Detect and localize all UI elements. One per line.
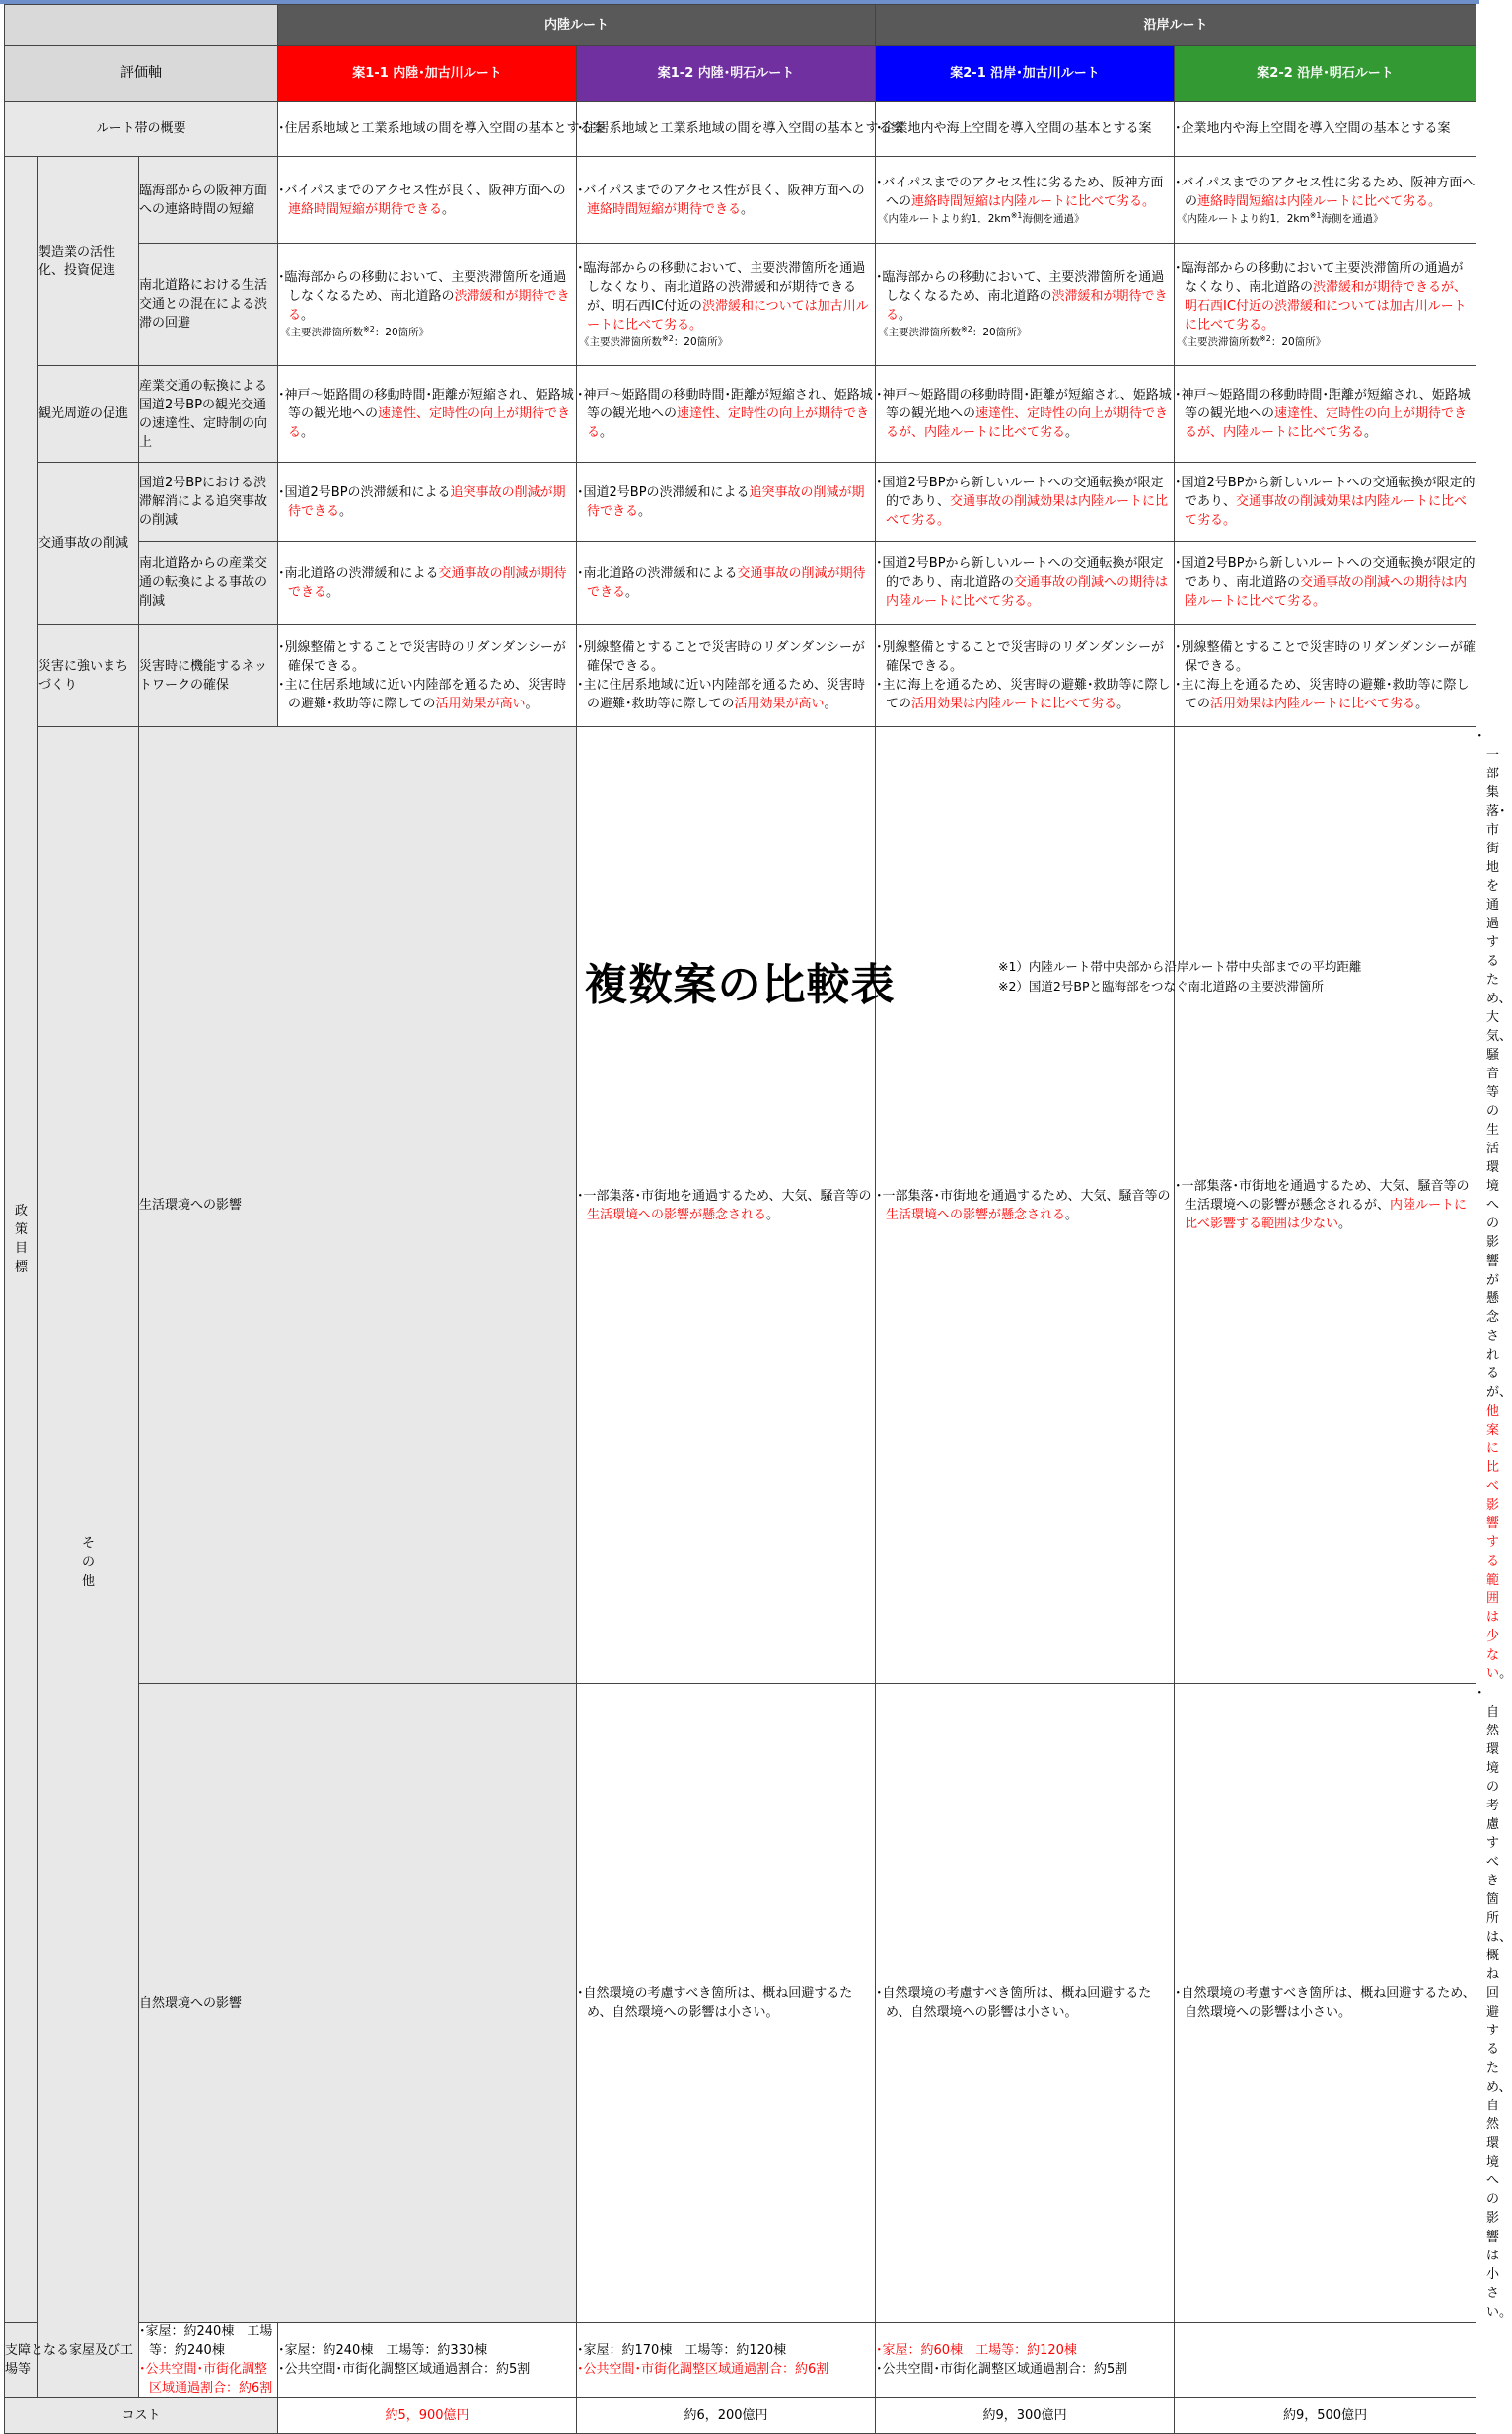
houses-label: 支障となる家屋及び工場等 bbox=[5, 2323, 139, 2398]
houses-plan-1-2: ･家屋：約240棟 工場等：約330棟 ･公共空間･市街化調整区域通過割合：約5割 bbox=[278, 2323, 577, 2398]
cost-plan-2-1: 約9，300億円 bbox=[876, 2398, 1175, 2434]
natural-env-label: 自然環境への影響 bbox=[139, 1684, 577, 2323]
r1-plan-2-1: ･バイパスまでのアクセス性に劣るため、阪神方面への連絡時間短縮は内陸ルートに比べて劣る。 《内陸ルートより約1．$2km^{※1}$海側を通過》 bbox=[876, 157, 1175, 244]
overview-plan-1-2: ･住居系地域と工業系地域の間を導入空間の基本とする案 bbox=[577, 102, 876, 157]
group-inland: 内陸ルート bbox=[278, 5, 876, 46]
sub-network-disaster: 災害時に機能するネットワークの確保 bbox=[139, 625, 278, 727]
r5-plan-2-1: ･国道2号BPから新しいルートへの交通転換が限定的であり、南北道路の交通事故の削減への期待は内陸ルートに比べて劣る。 bbox=[876, 542, 1175, 625]
sub-congestion-avoid: 南北道路における生活交通との混在による渋滞の回避 bbox=[139, 244, 278, 366]
goal-disaster: 災害に強いまちづくり bbox=[38, 625, 139, 727]
goal-manufacturing: 製造業の活性化、投資促進 bbox=[38, 157, 139, 366]
corner-cell bbox=[5, 5, 278, 46]
sub-access-time: 臨海部からの阪神方面への連絡時間の短縮 bbox=[139, 157, 278, 244]
r2-plan-2-1: ･臨海部からの移動において、主要渋滞箇所を通過しなくなるため、南北道路の渋滞緩和が期待できる。 《主要渋滞箇所数$^{※2}$：20箇所》 bbox=[876, 244, 1175, 366]
other-label: その他 bbox=[38, 727, 139, 2398]
nature-plan-1-1: ･自然環境の考慮すべき箇所は、概ね回避するため、自然環境への影響は小さい。 bbox=[577, 1684, 876, 2323]
r3-plan-2-1: ･神戸～姫路間の移動時間･距離が短縮され、姫路城等の観光地への速達性、定時性の向上が期待できるが、内陸ルートに比べて劣る。 bbox=[876, 366, 1175, 463]
r1-plan-2-2: ･バイパスまでのアクセス性に劣るため、阪神方面への連絡時間短縮は内陸ルートに比べて劣る。 《内陸ルートより約1．$2km^{※1}$海側を通過》 bbox=[1175, 157, 1476, 244]
r5-plan-1-2: ･南北道路の渋滞緩和による交通事故の削減が期待できる。 bbox=[577, 542, 876, 625]
group-coastal: 沿岸ルート bbox=[876, 5, 1476, 46]
cost-plan-1-1: 約5，900億円 bbox=[278, 2398, 577, 2434]
overview-plan-1-1: ･住居系地域と工業系地域の間を導入空間の基本とする案 bbox=[278, 102, 577, 157]
living-env-label: 生活環境への影響 bbox=[139, 727, 577, 1684]
r4-plan-1-1: ･国道2号BPの渋滞緩和による追突事故の削減が期待できる。 bbox=[278, 463, 577, 542]
r4-plan-2-1: ･国道2号BPから新しいルートへの交通転換が限定的であり、交通事故の削減効果は内陸ルートに比べて劣る。 bbox=[876, 463, 1175, 542]
overview-plan-2-2: ･企業地内や海上空間を導入空間の基本とする案 bbox=[1175, 102, 1476, 157]
r1-plan-1-2: ･バイパスまでのアクセス性が良く、阪神方面への連絡時間短縮が期待できる。 bbox=[577, 157, 876, 244]
page-title: 複数案の比較表 bbox=[584, 960, 896, 1010]
plan-1-1-header: 案1-1 内陸･加古川ルート bbox=[278, 46, 577, 102]
r6-plan-1-1: ･別線整備とすることで災害時のリダンダンシーが確保できる。 ･主に住居系地域に近い内陸部を通るため、災害時の避難･救助等に際しての活用効果が高い。 bbox=[278, 625, 577, 727]
nature-plan-1-2: ･自然環境の考慮すべき箇所は、概ね回避するため、自然環境への影響は小さい。 bbox=[876, 1684, 1175, 2323]
footnotes bbox=[998, 957, 1361, 996]
footnote-1: ※1）内陸ルート帯中央部から沿岸ルート帯中央部までの平均距離 bbox=[998, 959, 1362, 974]
r3-plan-1-1: ･神戸～姫路間の移動時間･距離が短縮され、姫路城等の観光地への速達性、定時性の向上が期待できる。 bbox=[278, 366, 577, 463]
goal-tourism: 観光周遊の促進 bbox=[38, 366, 139, 463]
r2-plan-2-2: ･臨海部からの移動において主要渋滞箇所の通過がなくなり、南北道路の渋滞緩和が期待できるが、明石西IC付近の渋滞緩和については加古川ルートに比べて劣る。 《主要渋滞箇所数$^{※2}$：20箇所》 bbox=[1175, 244, 1476, 366]
plan-1-2-header: 案1-2 内陸･明石ルート bbox=[577, 46, 876, 102]
living-plan-1-1: ･一部集落･市街地を通過するため、大気、騒音等の生活環境への影響が懸念される。 bbox=[577, 727, 876, 1684]
r5-plan-1-1: ･南北道路の渋滞緩和による交通事故の削減が期待できる。 bbox=[278, 542, 577, 625]
cost-label: コスト bbox=[5, 2398, 278, 2434]
r6-plan-2-2: ･別線整備とすることで災害時のリダンダンシーが確保できる。 ･主に海上を通るため、災害時の避難･救助等に際しての活用効果は内陸ルートに比べて劣る。 bbox=[1175, 625, 1476, 727]
r4-plan-2-2: ･国道2号BPから新しいルートへの交通転換が限定的であり、交通事故の削減効果は内陸ルートに比べて劣る。 bbox=[1175, 463, 1476, 542]
r6-plan-1-2: ･別線整備とすることで災害時のリダンダンシーが確保できる。 ･主に住居系地域に近い内陸部を通るため、災害時の避難･救助等に際しての活用効果が高い。 bbox=[577, 625, 876, 727]
sub-industrial-shift: 南北道路からの産業交通の転換による事故の削減 bbox=[139, 542, 278, 625]
living-plan-1-2: ･一部集落･市街地を通過するため、大気、騒音等の生活環境への影響が懸念される。 bbox=[876, 727, 1175, 1684]
r4-plan-1-2: ･国道2号BPの渋滞緩和による追突事故の削減が期待できる。 bbox=[577, 463, 876, 542]
r6-plan-2-1: ･別線整備とすることで災害時のリダンダンシーが確保できる。 ･主に海上を通るため、災害時の避難･救助等に際しての活用効果は内陸ルートに比べて劣る。 bbox=[876, 625, 1175, 727]
r1-plan-1-1: ･バイパスまでのアクセス性が良く、阪神方面への連絡時間短縮が期待できる。 bbox=[278, 157, 577, 244]
living-plan-2-1: ･一部集落･市街地を通過するため、大気、騒音等の生活環境への影響が懸念されるが、内陸ルートに比べ影響する範囲は少ない。 bbox=[1175, 727, 1476, 1684]
goal-accident: 交通事故の削減 bbox=[38, 463, 139, 625]
nature-plan-2-1: ･自然環境の考慮すべき箇所は、概ね回避するため、自然環境への影響は小さい。 bbox=[1175, 1684, 1476, 2323]
r3-plan-2-2: ･神戸～姫路間の移動時間･距離が短縮され、姫路城等の観光地への速達性、定時性の向上が期待できるが、内陸ルートに比べて劣る。 bbox=[1175, 366, 1476, 463]
policy-goals-label: 政策目標 bbox=[5, 157, 38, 2323]
r5-plan-2-2: ･国道2号BPから新しいルートへの交通転換が限定的であり、南北道路の交通事故の削減への期待は内陸ルートに比べて劣る。 bbox=[1175, 542, 1476, 625]
overview-label: ルート帯の概要 bbox=[5, 102, 278, 157]
cost-plan-2-2: 約9，500億円 bbox=[1175, 2398, 1476, 2434]
houses-plan-2-1: ･家屋：約170棟 工場等：約120棟 ･公共空間･市街化調整区域通過割合：約6割 bbox=[577, 2323, 876, 2398]
overview-plan-2-1: ･企業地内や海上空間を導入空間の基本とする案 bbox=[876, 102, 1175, 157]
sub-rear-end: 国道2号BPにおける渋滞解消による追突事故の削減 bbox=[139, 463, 278, 542]
sub-tourism-speed: 産業交通の転換による国道2号BPの観光交通の速達性、定時制の向上 bbox=[139, 366, 278, 463]
plan-2-2-header: 案2-2 沿岸･明石ルート bbox=[1175, 46, 1476, 102]
comparison-table: 内陸ルート 沿岸ルート 評価軸 案1-1 内陸･加古川ルート 案1-2 内陸･明石ルート 案2-1 沿岸･加古川ルート 案2-2 沿岸･明石ルート ルート帯の概要 ･住居系地域と工業系地域の間を導入空間の基本とする案 ･住居系地域と工業系地域の間を導入空間の基本とする案 ･企業地内や海上空間を導入空間の基本とする案 ･企業地内や海上空間を導入空間の基本とする案 政策目標 製造業の活性化、投資促進 臨海部からの阪神方面への連絡時間の短縮 ･バイパスまでのアクセス性が良く、阪神方面への連絡時間短縮が期待できる。 ･バイパスまでのアクセス性が良く、阪神方面への連絡時間短縮が期待できる。 ･バイパスまでのアクセス性に劣るため、阪神方面への連絡時間短縮は内陸ルートに比べて劣る。 《内陸ルートより約1．$2km^{※1}$海側を通過》 ･バイパスまでのアクセス性に劣るため、阪神方面への連絡時間短縮は内陸ルートに比べて劣る。 《内陸ルートより約1．$2km^{※1}$海側を通過》 南北道路における生活交通との混在による渋滞の回避 ･臨海部からの移動において、主要渋滞箇所を通過しなくなるため、南北道路の渋滞緩和が期待できる。 《主要渋滞箇所数$^{※2}$：20箇所》 ･臨海部からの移動において、主要渋滞箇所を通過しなくなり、南北道路の渋滞緩和が期待できるが、明石西IC付近の渋滞緩和については加古川ルートに比べて劣る。 《主要渋滞箇所数$^{※2}$：20箇所》 ･臨海部からの移動において、主要渋滞箇所を通過しなくなるため、南北道路の渋滞緩和が期待できる。 《主要渋滞箇所数$^{※2}$：20箇所》 ･臨海部からの移動において主要渋滞箇所の通過がなくなり、南北道路の渋滞緩和が期待できるが、明石西IC付近の渋滞緩和については加古川ルートに比べて劣る。 《主要渋滞箇所数$^{※2}$：20箇所》 観光周遊の促進 産業交通の転換による国道2号BPの観光交通の速達性、定時制の向上 ･神戸～姫路間の移動時間･距離が短縮され、姫路城等の観光地への速達性、定時性の向上が期待できる。 ･神戸～姫路間の移動時間･距離が短縮され、姫路城等の観光地への速達性、定時性の向上が期待できる。 ･神戸～姫路間の移動時間･距離が短縮され、姫路城等の観光地への速達性、定時性の向上が期待できるが、内陸ルートに比べて劣る。 ･神戸～姫路間の移動時間･距離が短縮され、姫路城等の観光地への速達性、定時性の向上が期待できるが、内陸ルートに比べて劣る。 交通事故の削減 国道2号BPにおける渋滞解消による追突事故の削減 ･国道2号BPの渋滞緩和による追突事故の削減が期待できる。 ･国道2号BPの渋滞緩和による追突事故の削減が期待できる。 ･国道2号BPから新しいルートへの交通転換が限定的であり、交通事故の削減効果は内陸ルートに比べて劣る。 ･国道2号BPから新しいルートへの交通転換が限定的であり、交通事故の削減効果は内陸ルートに比べて劣る。 南北道路からの産業交通の転換による事故の削減 ･南北道路の渋滞緩和による交通事故の削減が期待できる。 ･南北道路の渋滞緩和による交通事故の削減が期待できる。 ･国道2号BPから新しいルートへの交通転換が限定的であり、南北道路の交通事故の削減への期待は内陸ルートに比べて劣る。 ･国道2号BPから新しいルートへの交通転換が限定的であり、南北道路の交通事故の削減への期待は内陸ルートに比べて劣る。 災害に強いまちづくり 災害時に機能するネットワークの確保 ･別線整備とすることで災害時のリダンダンシーが確保できる。 ･主に住居系地域に近い内陸部を通るため、災害時の避難･救助等に際しての活用効果が高い。 ･別線整備とすることで災害時のリダンダンシーが確保できる。 ･主に住居系地域に近い内陸部を通るため、災害時の避難･救助等に際しての活用効果が高い。 ･別線整備とすることで災害時のリダンダンシーが確保できる。 ･主に海上を通るため、災害時の避難･救助等に際しての活用効果は内陸ルートに比べて劣る。 ･別線整備とすることで災害時のリダンダンシーが確保できる。 ･主に海上を通るため、災害時の避難･救助等に際しての活用効果は内陸ルートに比べて劣る。 その他 生活環境への影響 ･一部集落･市街地を通過するため、大気、騒音等の生活環境への影響が懸念される。 ･一部集落･市街地を通過するため、大気、騒音等の生活環境への影響が懸念される。 ･一部集落･市街地を通過するため、大気、騒音等の生活環境への影響が懸念されるが、内陸ルートに比べ影響する範囲は少ない。 ･一部集落･市街地を通過するため、大気、騒音等の生活環境への影響が懸念されるが、他案に比べ影響する範囲は少ない。 自然環境への影響 ･自然環境の考慮すべき箇所は、概ね回避するため、自然環境への影響は小さい。 ･自然環境の考慮すべき箇所は、概ね回避するため、自然環境への影響は小さい。 ･自然環境の考慮すべき箇所は、概ね回避するため、自然環境への影響は小さい。 ･自然環境の考慮すべき箇所は、概ね回避するため、自然環境への影響は小さい。 支障となる家屋及び工場等 ･家屋：約240棟 工場等：約240棟 ･公共空間･市街化調整区域通過割合：約6割 ･家屋：約240棟 工場等：約330棟 ･公共空間･市街化調整区域通過割合：約5割 ･家屋：約170棟 工場等：約120棟 ･公共空間･市街化調整区域通過割合：約6割 ･家屋：約60棟 工場等：約120棟 ･公共空間･市街化調整区域通過割合：約5割 コスト 約5，900億円 約6，200億円 約9，300億円 約9，500億円 bbox=[4, 4, 1476, 2434]
houses-plan-2-2: ･家屋：約60棟 工場等：約120棟 ･公共空間･市街化調整区域通過割合：約5割 bbox=[876, 2323, 1175, 2398]
plan-2-1-header: 案2-1 沿岸･加古川ルート bbox=[876, 46, 1175, 102]
r3-plan-1-2: ･神戸～姫路間の移動時間･距離が短縮され、姫路城等の観光地への速達性、定時性の向上が期待できる。 bbox=[577, 366, 876, 463]
axis-header: 評価軸 bbox=[5, 46, 278, 102]
houses-plan-1-1: ･家屋：約240棟 工場等：約240棟 ･公共空間･市街化調整区域通過割合：約6割 bbox=[139, 2323, 278, 2398]
footnote-2: ※2）国道2号BPと臨海部をつなぐ南北道路の主要渋滞箇所 bbox=[998, 979, 1324, 994]
r2-plan-1-2: ･臨海部からの移動において、主要渋滞箇所を通過しなくなり、南北道路の渋滞緩和が期待できるが、明石西IC付近の渋滞緩和については加古川ルートに比べて劣る。 《主要渋滞箇所数$^{※2}$：20箇所》 bbox=[577, 244, 876, 366]
cost-plan-1-2: 約6，200億円 bbox=[577, 2398, 876, 2434]
r2-plan-1-1: ･臨海部からの移動において、主要渋滞箇所を通過しなくなるため、南北道路の渋滞緩和が期待できる。 《主要渋滞箇所数$^{※2}$：20箇所》 bbox=[278, 244, 577, 366]
